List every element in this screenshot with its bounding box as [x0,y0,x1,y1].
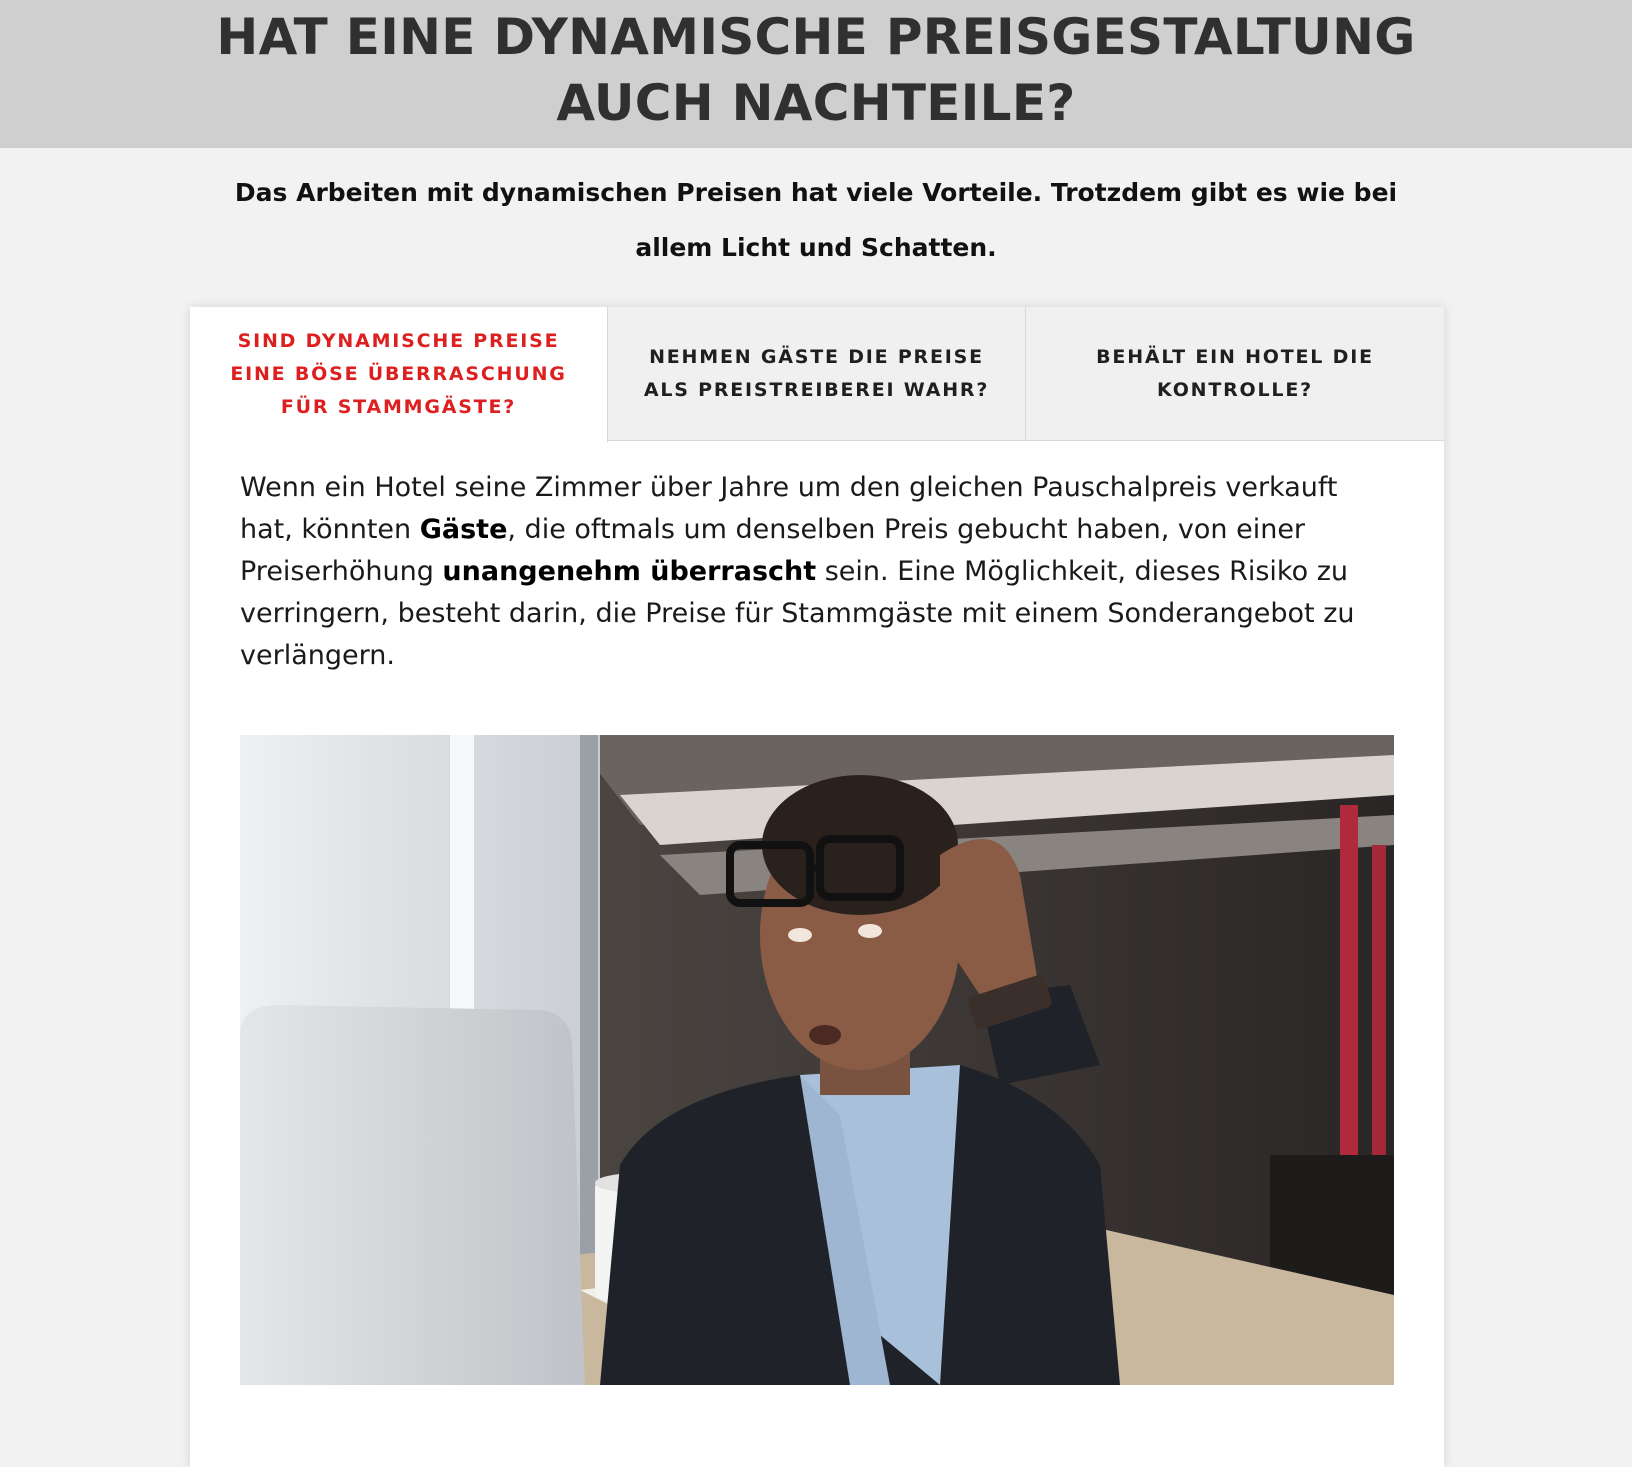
intro-line-2: allem Licht und Schatten. [635,233,997,262]
tab-label-line: SIND DYNAMISCHE PREISE [237,330,560,352]
tab-preistreiberei[interactable] [608,307,1026,441]
page-title-line-2: AUCH NACHTEILE? [556,74,1076,132]
tab-label-line: FÜR STAMMGÄSTE? [280,396,517,418]
bold-text: unangenehm überrascht [442,556,817,587]
paragraph-line [240,551,1400,593]
page-title-line-1: HAT EINE DYNAMISCHE PREISGESTALTUNG [216,8,1416,66]
page-title [0,4,1632,136]
tab-label-line: BEHÄLT EIN HOTEL DIE [1096,345,1374,368]
page-header [0,0,1632,148]
text-fragment: hat, könnten [240,514,420,545]
text-fragment: , die oftmals um denselben Preis gebucht haben, von einer [507,514,1306,545]
tab-stammgaeste[interactable] [190,307,608,442]
text-fragment: Preiserhöhung [240,556,443,587]
text-fragment: sein. Eine Möglichkeit, dieses Risiko zu [816,556,1348,587]
intro-line-1: Das Arbeiten mit dynamischen Preisen hat viele Vorteile. Trotzdem gibt es wie bei [234,178,1398,207]
surprised-man-laptop-photo [240,735,1394,1385]
paragraph-line: verlängern. [240,640,395,671]
tab-label [644,341,989,407]
paragraph-line [240,509,1400,551]
tab-label [1096,341,1374,407]
tab-bar [190,307,1444,442]
paragraph-line: Wenn ein Hotel seine Zimmer über Jahre um den gleichen Pauschalpreis verkauft [240,472,1338,503]
tab-kontrolle[interactable] [1026,307,1444,441]
bold-text: Gäste [419,514,508,545]
tab-content-text [240,467,1400,677]
paragraph-line: verringern, besteht darin, die Preise für Stammgäste mit einem Sonderangebot zu [240,598,1355,629]
tab-label-line: NEHMEN GÄSTE DIE PREISE [649,345,984,368]
tab-label [230,325,566,424]
tabs-card [190,307,1444,1467]
intro-text [200,165,1432,275]
tab-label-line: ALS PREISTREIBEREI WAHR? [643,378,990,401]
tab-label-line: KONTROLLE? [1157,378,1313,401]
tab-label-line: EINE BÖSE ÜBERRASCHUNG [230,363,567,385]
